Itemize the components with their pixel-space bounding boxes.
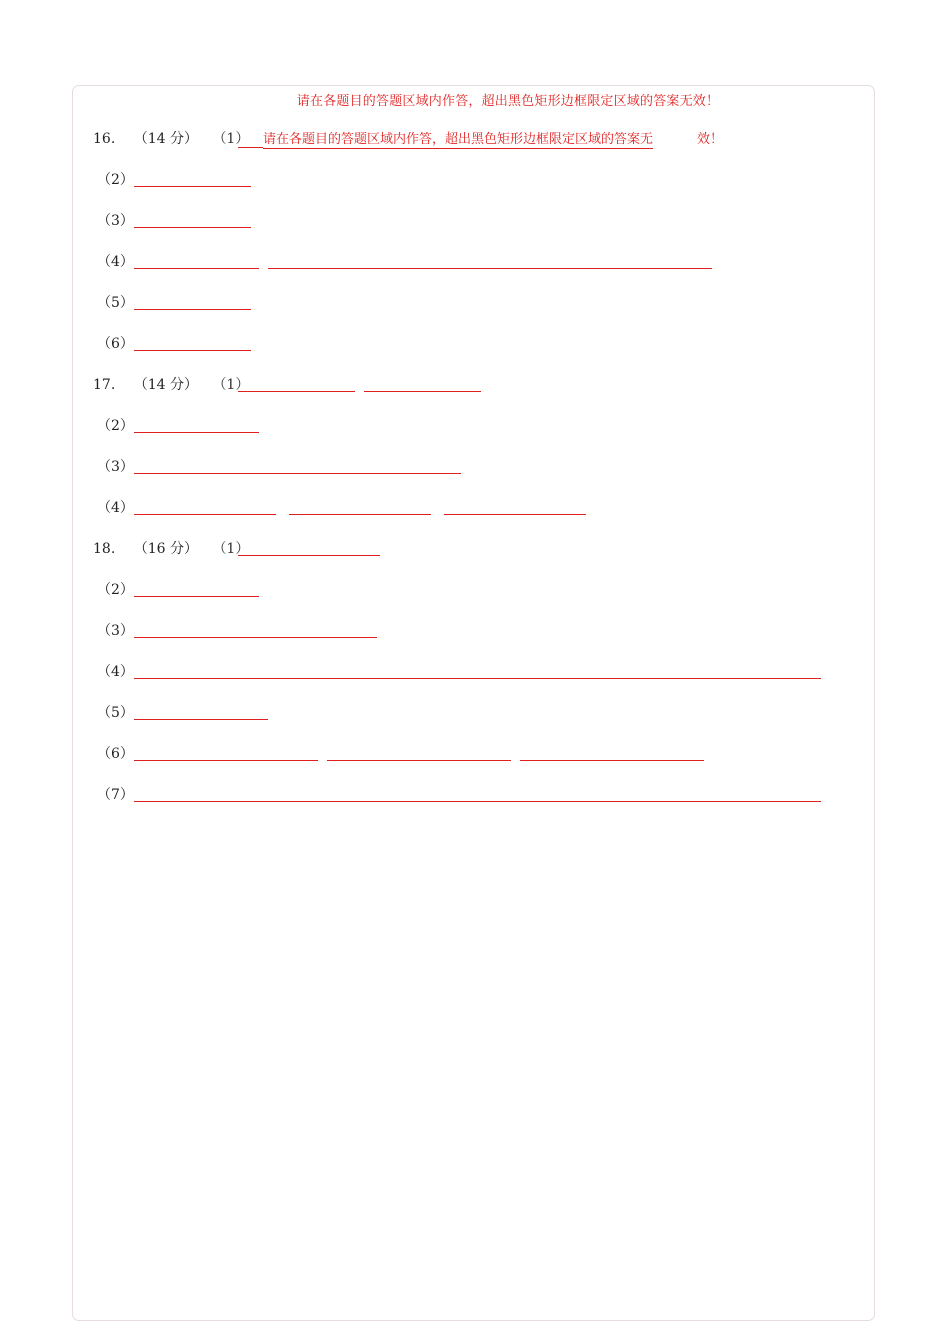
- question-17-part-3-blank[interactable]: [134, 473, 461, 474]
- question-18-part-1-label: （1）: [212, 541, 250, 557]
- question-18-part-5-blank[interactable]: [134, 719, 268, 720]
- question-18-part-4-label: （4）: [97, 664, 134, 680]
- question-16-part-1-blank-lead[interactable]: [238, 147, 263, 148]
- question-18-part-7-label: （7）: [97, 787, 134, 803]
- question-16-part-2-blank[interactable]: [134, 186, 251, 187]
- question-16-part-5-blank[interactable]: [134, 309, 251, 310]
- question-17-header: [93, 375, 249, 395]
- question-16-part-4-blank-2[interactable]: [268, 268, 712, 269]
- question-18-part-7-blank[interactable]: [134, 801, 821, 802]
- question-18-part-6-blank-1[interactable]: [134, 760, 318, 761]
- question-18-part-1-blank[interactable]: [238, 555, 380, 556]
- question-16-part-1-answer-tail: 效！: [697, 132, 724, 147]
- question-16-part-5-label: （5）: [97, 295, 134, 311]
- question-17-part-4-label: （4）: [97, 500, 134, 516]
- question-16-part-6-blank[interactable]: [134, 350, 251, 351]
- question-18-part-6-label: （6）: [97, 746, 134, 762]
- answer-area-notice: 请在各题目的答题区域内作答，超出黑色矩形边框限定区域的答案无效！: [296, 94, 720, 109]
- question-17-part-3-label: （3）: [97, 459, 134, 475]
- question-17-part-2-label: （2）: [97, 418, 134, 434]
- question-16-points: （14 分）: [133, 131, 198, 147]
- question-18-points: （16 分）: [133, 541, 198, 557]
- question-16-part-4-blank-1[interactable]: [134, 268, 259, 269]
- question-18-part-6-blank-2[interactable]: [327, 760, 511, 761]
- question-16-part-2-label: （2）: [97, 172, 134, 188]
- question-17-part-1-blank-2[interactable]: [364, 391, 481, 392]
- question-18-part-3-blank[interactable]: [134, 637, 377, 638]
- question-18-part-6-blank-3[interactable]: [520, 760, 704, 761]
- question-17-part-2-blank[interactable]: [134, 432, 259, 433]
- question-17-part-4-blank-2[interactable]: [289, 514, 431, 515]
- question-16-part-3-blank[interactable]: [134, 227, 251, 228]
- question-18-part-3-label: （3）: [97, 623, 134, 639]
- question-18-part-2-blank[interactable]: [134, 596, 259, 597]
- question-17-points: （14 分）: [133, 377, 198, 393]
- answer-area-frame: [72, 85, 875, 1321]
- question-17-number: 17.: [93, 377, 116, 393]
- question-17-part-4-blank-3[interactable]: [444, 514, 586, 515]
- question-18-header: [93, 539, 249, 559]
- question-17-part-4-blank-1[interactable]: [134, 514, 276, 515]
- question-16-number: 16.: [93, 131, 116, 147]
- question-16-part-6-label: （6）: [97, 336, 134, 352]
- question-16-part-1-answer: 请在各题目的答题区域内作答，超出黑色矩形边框限定区域的答案无: [263, 132, 654, 147]
- question-18-part-2-label: （2）: [97, 582, 134, 598]
- question-18-number: 18.: [93, 541, 116, 557]
- question-17-part-1-label: （1）: [212, 377, 250, 393]
- question-17-part-1-blank-1[interactable]: [238, 391, 355, 392]
- question-16-header: [93, 129, 249, 149]
- question-16-part-4-label: （4）: [97, 254, 134, 270]
- question-18-part-4-blank[interactable]: [134, 678, 821, 679]
- question-16-part-3-label: （3）: [97, 213, 134, 229]
- question-18-part-5-label: （5）: [97, 705, 134, 721]
- question-16-part-1-label: （1）: [212, 131, 250, 147]
